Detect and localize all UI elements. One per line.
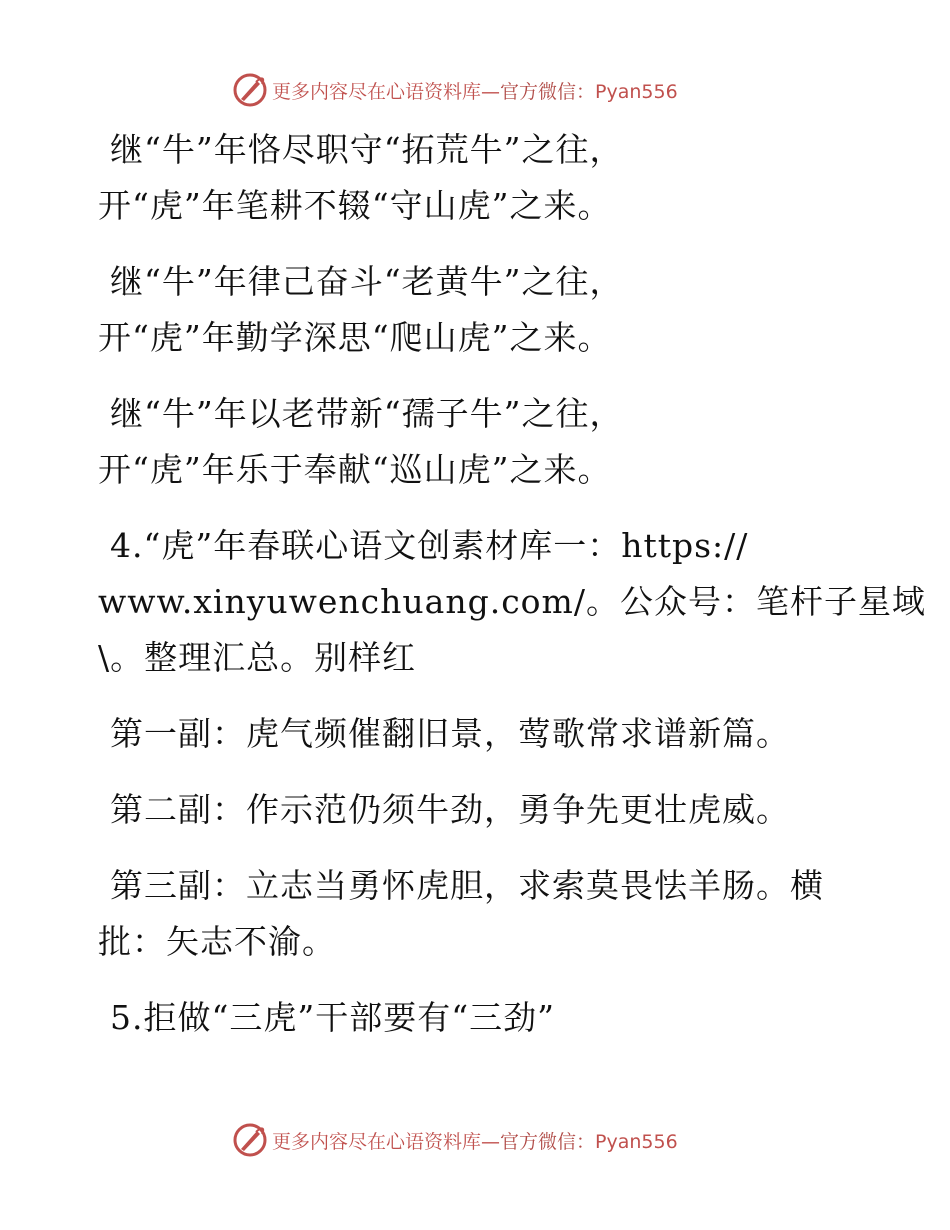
banner-wechat-id: Pyan556 xyxy=(595,1130,678,1153)
text-line: 第三副：立志当勇怀虎胆，求索莫畏怯羊肠。横 xyxy=(110,866,824,905)
footer-banner xyxy=(232,1120,712,1160)
text-line: 开“虎”年勤学深思“爬山虎”之来。 xyxy=(98,318,612,357)
banner-dash: — xyxy=(481,80,501,103)
banner-slogan: 更多内容尽在心语资料库 xyxy=(272,1130,482,1153)
banner-official-label: 官方微信： xyxy=(500,80,596,103)
banner-text xyxy=(272,1127,678,1154)
text-line: 第二副：作示范仍须牛劲，勇争先更壮虎威。 xyxy=(110,790,790,829)
text-line: www.xinyuwenchuang.com/。公众号：笔杆子星域 xyxy=(98,582,926,621)
banner-wechat-id: Pyan556 xyxy=(595,80,678,103)
banner-text xyxy=(272,77,678,104)
text-line: 4.“虎”年春联心语文创素材库一：https:// xyxy=(110,526,749,565)
text-line: 批：矢志不渝。 xyxy=(98,922,336,961)
text-line: 继“牛”年恪尽职守“拓荒牛”之往， xyxy=(110,130,624,169)
banner-official-label: 官方微信： xyxy=(500,1130,596,1153)
document-body xyxy=(98,122,926,1046)
text-line: 继“牛”年律己奋斗“老黄牛”之往， xyxy=(110,262,624,301)
text-line: 继“牛”年以老带新“孺子牛”之往， xyxy=(110,394,624,433)
banner-slogan: 更多内容尽在心语资料库 xyxy=(272,80,482,103)
quill-circle-logo-icon xyxy=(232,1122,268,1158)
header-banner xyxy=(232,70,712,110)
banner-dash: — xyxy=(481,1130,501,1153)
text-line: 5.拒做“三虎”干部要有“三劲” xyxy=(110,998,555,1037)
text-line: \。整理汇总。别样红 xyxy=(98,638,417,677)
text-line: 开“虎”年乐于奉献“巡山虎”之来。 xyxy=(98,450,612,489)
quill-circle-logo-icon xyxy=(232,72,268,108)
text-line: 开“虎”年笔耕不辍“守山虎”之来。 xyxy=(98,186,612,225)
text-line: 第一副：虎气频催翻旧景，莺歌常求谱新篇。 xyxy=(110,714,790,753)
